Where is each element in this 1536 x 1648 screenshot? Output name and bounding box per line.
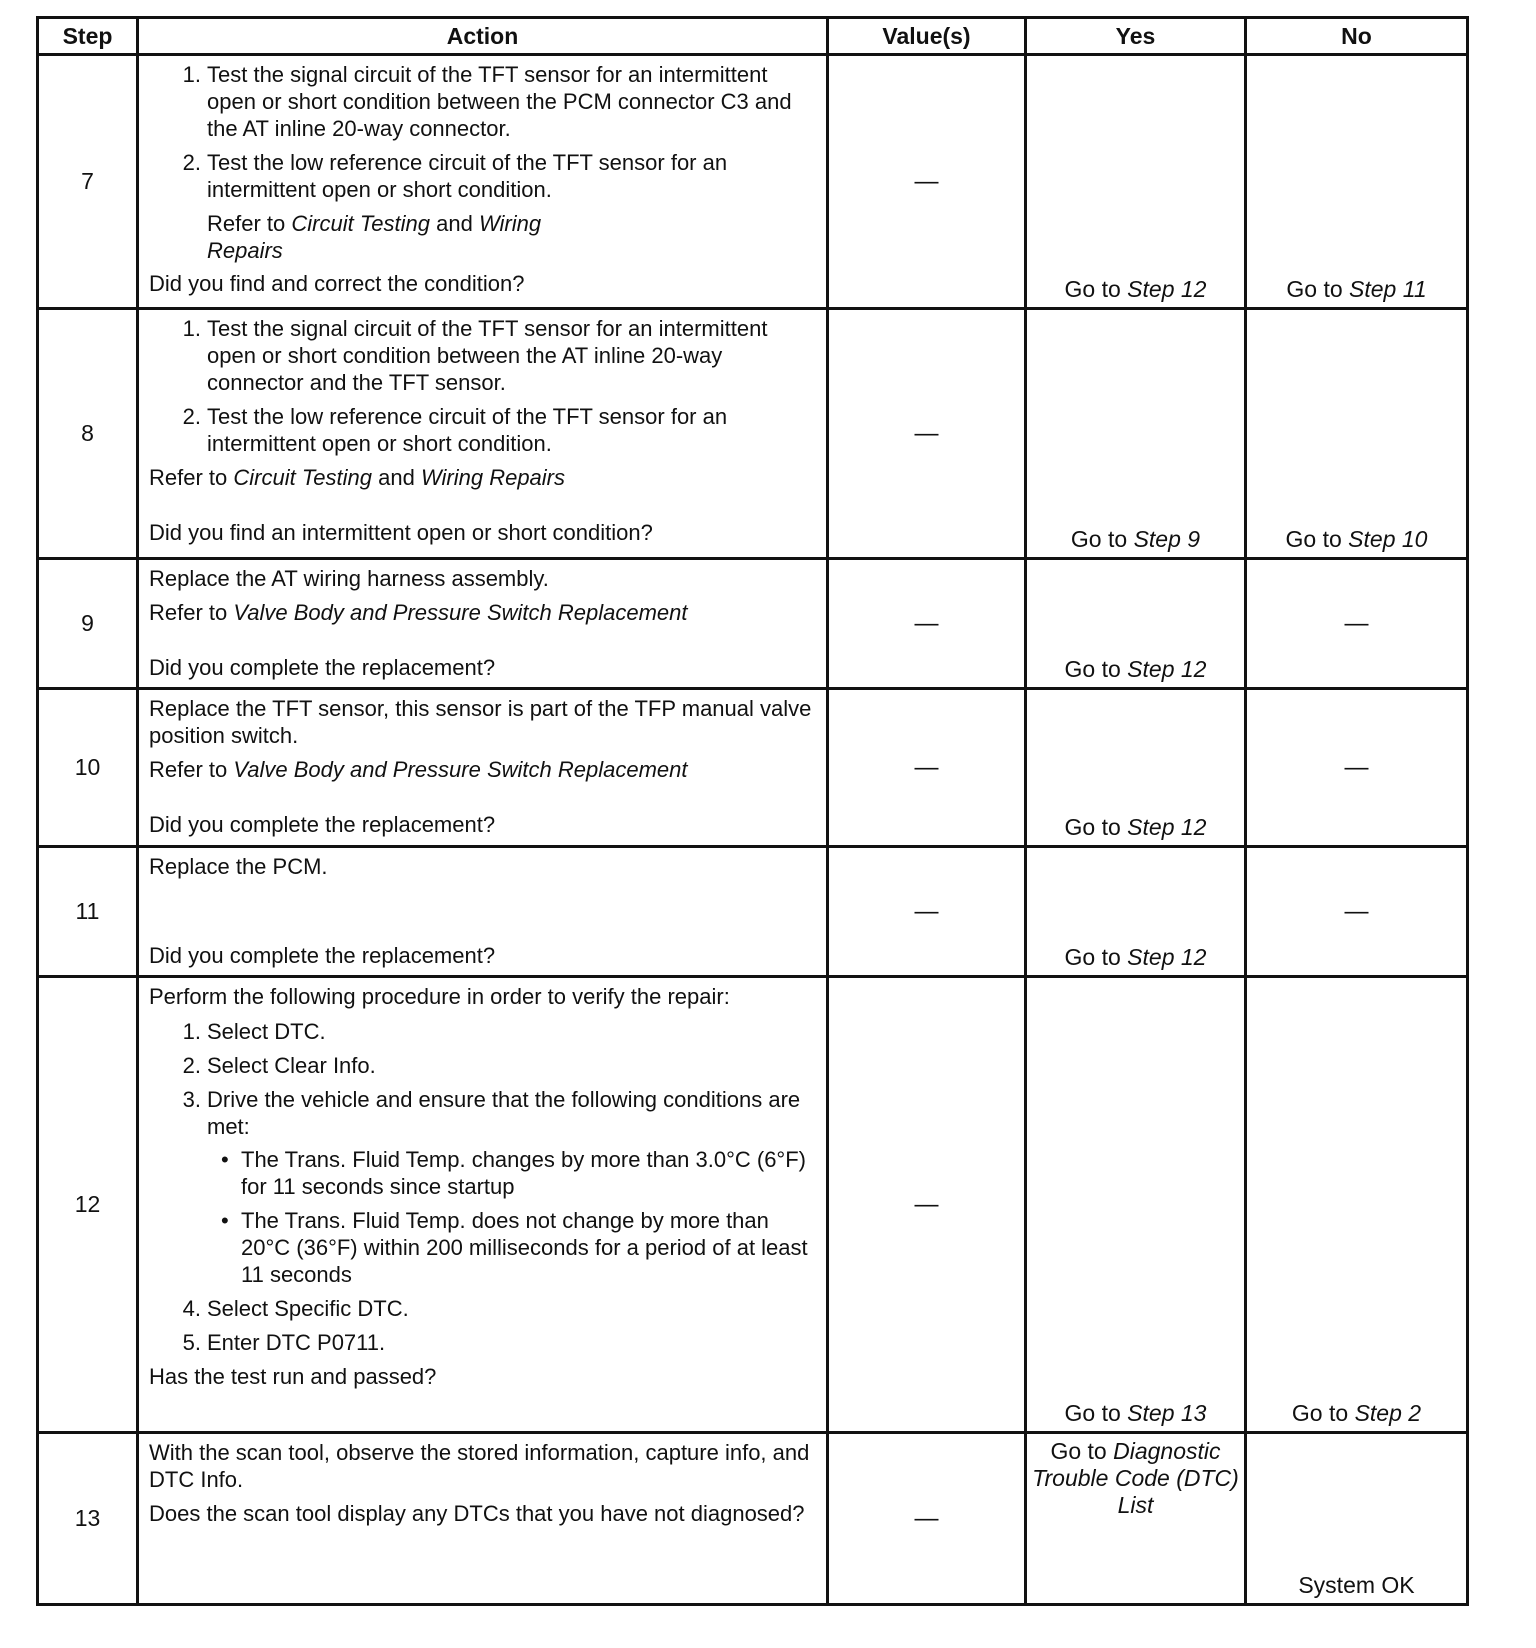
list-item: 2. Test the low reference circuit of the TFT sensor for an intermittent open or short condition. xyxy=(182,150,728,202)
action-cell xyxy=(138,309,828,559)
list-item: 2. Select Clear Info. xyxy=(182,1053,376,1078)
step-number: 8 xyxy=(38,309,138,559)
action-cell xyxy=(138,55,828,309)
value-cell: — xyxy=(828,309,1026,559)
list-item: 1. Test the signal circuit of the TFT sensor for an intermittent open or short condition between the PCM connector C3 and the AT inline 20-way connector. xyxy=(182,62,792,141)
diagnostic-table-page xyxy=(36,16,1466,1606)
question-text: Does the scan tool display any DTCs that you have not diagnosed? xyxy=(149,1501,805,1526)
diagnostic-table xyxy=(36,16,1469,1606)
list-item: • The Trans. Fluid Temp. changes by more than 3.0°C (6°F) for 11 seconds since startup xyxy=(221,1147,806,1199)
yes-cell[interactable]: Go to Step 12 xyxy=(1026,689,1246,847)
question-text: Did you find an intermittent open or short condition? xyxy=(149,520,653,545)
action-text: Replace the PCM. xyxy=(149,854,328,879)
table-row xyxy=(38,55,1468,309)
reference-link[interactable]: Circuit Testing xyxy=(233,465,372,490)
question-text: Did you find and correct the condition? xyxy=(149,271,525,296)
question-text: Did you complete the replacement? xyxy=(149,812,496,837)
value-cell: — xyxy=(828,689,1026,847)
table-row xyxy=(38,559,1468,689)
table-row xyxy=(38,689,1468,847)
list-item: 1. Select DTC. xyxy=(182,1019,326,1044)
list-item: 2. Test the low reference circuit of the TFT sensor for an intermittent open or short condition. xyxy=(182,404,728,456)
value-cell: — xyxy=(828,847,1026,977)
table-row xyxy=(38,847,1468,977)
refer-text: Refer to Valve Body and Pressure Switch Replacement xyxy=(149,757,688,782)
question-text: Has the test run and passed? xyxy=(149,1364,437,1389)
header-no: No xyxy=(1246,18,1468,55)
yes-cell[interactable]: Go to Step 12 xyxy=(1026,559,1246,689)
reference-link[interactable]: Valve Body and Pressure Switch Replacement xyxy=(233,600,688,625)
header-values: Value(s) xyxy=(828,18,1026,55)
list-item: 5. Enter DTC P0711. xyxy=(182,1330,386,1355)
header-row xyxy=(38,18,1468,55)
yes-cell[interactable]: Go to Step 9 xyxy=(1026,309,1246,559)
table-row xyxy=(38,1433,1468,1605)
yes-cell[interactable]: Go to Diagnostic Trouble Code (DTC) List xyxy=(1026,1433,1246,1605)
reference-link[interactable]: Repairs xyxy=(207,238,283,263)
value-cell: — xyxy=(828,977,1026,1433)
question-text: Did you complete the replacement? xyxy=(149,943,496,968)
no-cell[interactable]: Go to Step 2 xyxy=(1246,977,1468,1433)
reference-link[interactable]: Valve Body and Pressure Switch Replacement xyxy=(233,757,688,782)
action-text: Replace the TFT sensor, this sensor is part of the TFP manual valve position switch. xyxy=(149,696,812,748)
step-number: 12 xyxy=(38,977,138,1433)
action-cell xyxy=(138,847,828,977)
header-yes: Yes xyxy=(1026,18,1246,55)
no-cell: — xyxy=(1246,689,1468,847)
table-row xyxy=(38,309,1468,559)
no-cell[interactable]: Go to Step 11 xyxy=(1246,55,1468,309)
value-cell: — xyxy=(828,559,1026,689)
value-cell: — xyxy=(828,1433,1026,1605)
value-cell: — xyxy=(828,55,1026,309)
list-item: 3. Drive the vehicle and ensure that the following conditions are met: • The Trans. Fluid Temp. changes by more than 3.0°C (6°F) for 11 seconds since startup • The Trans. Fluid Temp. does not change by more than 20°C (36°F) within 200 milliseconds for a period of at least 11 seconds xyxy=(173,1086,816,1288)
reference-link[interactable]: Wiring Repairs xyxy=(420,465,566,490)
step-number: 11 xyxy=(38,847,138,977)
refer-text: Refer to Valve Body and Pressure Switch Replacement xyxy=(149,600,688,625)
yes-cell[interactable]: Go to Step 12 xyxy=(1026,847,1246,977)
refer-text: Refer to Circuit Testing and Wiring Repairs xyxy=(149,465,566,490)
reference-link[interactable]: Circuit Testing xyxy=(291,211,430,236)
list-item: • The Trans. Fluid Temp. does not change by more than 20°C (36°F) within 200 milliseconds for a period of at least 11 seconds xyxy=(221,1208,808,1287)
no-cell: System OK xyxy=(1246,1433,1468,1605)
yes-cell[interactable]: Go to Step 13 xyxy=(1026,977,1246,1433)
header-step: Step xyxy=(38,18,138,55)
reference-link[interactable]: Wiring xyxy=(478,211,542,236)
action-text: With the scan tool, observe the stored information, capture info, and DTC Info. xyxy=(149,1440,810,1492)
action-cell xyxy=(138,977,828,1433)
step-number: 13 xyxy=(38,1433,138,1605)
list-item: 4. Select Specific DTC. xyxy=(182,1296,409,1321)
action-cell xyxy=(138,559,828,689)
table-row xyxy=(38,977,1468,1433)
list-item: 1. Test the signal circuit of the TFT sensor for an intermittent open or short condition between the AT inline 20-way connector and the TFT sensor. xyxy=(182,316,768,395)
action-text: Perform the following procedure in order to verify the repair: xyxy=(149,984,730,1009)
yes-cell[interactable]: Go to Step 12 xyxy=(1026,55,1246,309)
step-number: 10 xyxy=(38,689,138,847)
step-number: 7 xyxy=(38,55,138,309)
no-cell: — xyxy=(1246,559,1468,689)
question-text: Did you complete the replacement? xyxy=(149,655,496,680)
action-text: Replace the AT wiring harness assembly. xyxy=(149,566,549,591)
refer-text: Refer to Circuit Testing and Wiring Repairs xyxy=(207,211,542,263)
no-cell[interactable]: Go to Step 10 xyxy=(1246,309,1468,559)
no-cell: — xyxy=(1246,847,1468,977)
action-cell xyxy=(138,1433,828,1605)
action-cell xyxy=(138,689,828,847)
step-number: 9 xyxy=(38,559,138,689)
header-action: Action xyxy=(138,18,828,55)
